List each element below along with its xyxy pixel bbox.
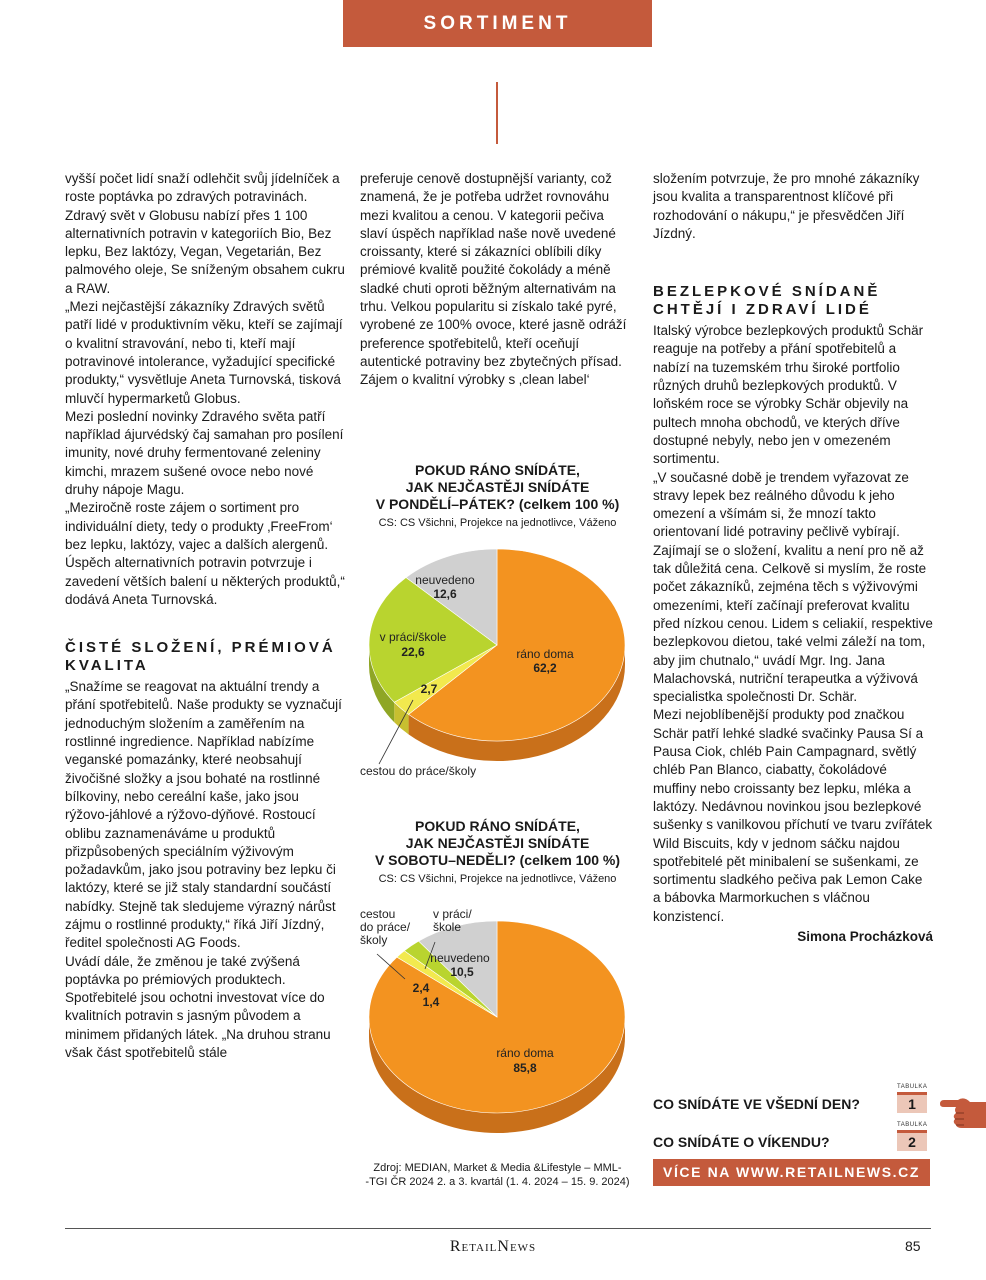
section-tab: SORTIMENT: [343, 0, 652, 47]
pie-category-label: škole: [433, 920, 462, 934]
more-info-link[interactable]: VÍCE NA WWW.RETAILNEWS.CZ: [653, 1159, 930, 1186]
pie-category-label: ráno doma: [496, 1046, 554, 1060]
table-label: TABULKA: [897, 1084, 928, 1090]
pie-chart-weekday: [355, 540, 640, 790]
pointing-hand-icon: [940, 1092, 986, 1134]
page-number: 85: [905, 1238, 921, 1254]
table-ref-question: CO SNÍDÁTE O VÍKENDU?: [653, 1134, 830, 1150]
paragraph: složením potvrzuje, že pro mnohé zákazníky jsou kvalita a transparentnost klíčové při rozhodování o nákupu,“ je přesvědčen Jiří Jízdný.: [653, 171, 920, 241]
chart-note: CS: CS Všichni, Projekce na jednotlivce, Váženo: [378, 517, 617, 529]
chart-1-header: [355, 462, 640, 529]
pie-value-label: 12,6: [433, 587, 457, 601]
pie-value-label: 85,8: [513, 1061, 537, 1075]
paragraph: Mezi nejoblíbenější produkty pod značkou Schär patří lehké sladké svačinky Pausa Sí a Pausa Ciok, chléb Pain Campagnard, světlý chléb Pan Blanco, ciabatty, čokoládové muffiny nebo croissanty bez lepku, mléka a laktózy. Nedávnou novinkou jsou bezlepkové sušenky s vanilkovou příchutí ve tvaru zvířátek Wild Biscuits, kdy v jednom sáčku najdou spotřebitelé pět minibalení se sušenkami, ze sortimentu sladkého pečiva pak Lemon Cake a bábovka Marmorkuchen s vláčnou konzistencí.: [653, 707, 933, 924]
paragraph: „V současné době je trendem vyřazovat ze stravy lepek bez reálného důvodu k jeho omezení a všímám si, že mnozí takto orientovaní lidé potraviny pečlivě vybírají. Zajímají se o složení, kvalitu a není pro ně až tak důležitá cena. Celkově si myslím, že roste počet zákazníků, zejména těch s výživovými omezeními, kteří začínají preferovat kvalitu před nízkou cenou. Lidem s celiakií, respektive bezlepkovou dietou, také velmi záleží na tom, aby jim chutnalo,“ uvádí Mgr. Ing. Jana Malachovská, nutriční terapeutka a výživová specialistka společnosti Dr. Schär.: [653, 469, 933, 705]
table-ref-1: [653, 1084, 933, 1116]
pie-value-label: 1,4: [422, 995, 440, 1009]
paragraph: Italský výrobce bezlepkových produktů Schär reaguje na potřeby a přání spotřebitelů a nabízí na tuzemském trhu široké portfolio různých druhů bezlepkových produktů. V loňském roce se výrobky Schär objevily na pultech mnoha obchodů, ve kterých dříve dostupné nebyly, nebo jen v omezeném sortimentu.: [653, 323, 924, 467]
subheading: BEZLEPKOVÉ SNÍDANĚ CHTĚJÍ I ZDRAVÍ LIDÉ: [653, 283, 881, 319]
paragraph: Uvádí dále, že změnou je také zvýšená poptávka po prémiových produktech. Spotřebitelé jsou ochotni investovat více do kvalitních potravin s jasným původem a minimem přidaných látek. „Na druhou stranu však část spotřebitelů stále: [65, 953, 331, 1061]
article-column-3: [653, 170, 933, 946]
chart-note: CS: CS Všichni, Projekce na jednotlivce, Váženo: [378, 873, 617, 885]
table-ref-question: CO SNÍDÁTE VE VŠEDNÍ DEN?: [653, 1096, 860, 1112]
decorative-divider: [496, 82, 498, 144]
paragraph: vyšší počet lidí snaží odlehčit svůj jídelníček a roste poptávka po zdravých potravinách. Zdravý svět v Globusu nabízí přes 1 100 alternativních potravin v kategoriích Bio, Bez lepku, Bez laktózy, Vegan, Vegetarián, Bez palmového oleje, Se sníženým obsahem cukru a RAW.: [65, 171, 345, 296]
pie-category-label: do práce/: [360, 920, 411, 934]
pie-category-label: cestou do práce/školy: [360, 764, 477, 778]
pie-category-label: v práci/: [433, 907, 472, 921]
article-column-1: [65, 170, 345, 1062]
pie-category-label: neuvedeno: [415, 573, 475, 587]
publication-logo: RetailNews: [449, 1238, 537, 1255]
pie-value-label: 10,5: [450, 965, 474, 979]
article-column-2: [360, 170, 630, 390]
pie-category-label: ráno doma: [516, 647, 574, 661]
table-number: 2: [897, 1130, 927, 1151]
pie-value-label: 2,7: [420, 682, 438, 696]
chart-title: POKUD RÁNO SNÍDÁTE, JAK NEJČASTĚJI SNÍDÁTE V PONDĚLÍ–PÁTEK? (celkem 100 %): [375, 462, 620, 512]
pie-category-label: v práci/škole: [379, 630, 447, 644]
paragraph: „Meziročně roste zájem o sortiment pro individuální diety, tedy o produkty ‚FreeFrom‘ bez lepku, laktózy, vajec a dalších alergenů. Úspěch alternativních potravin potvrzuje i zavedení větších balení u některých produktů,“ dodává Aneta Turnovská.: [65, 500, 345, 607]
pie-category-label: neuvedeno: [430, 951, 490, 965]
table-label: TABULKA: [897, 1122, 928, 1128]
chart-2-header: [355, 818, 640, 885]
chart-source: Zdroj: MEDIAN, Market & Media &Lifestyle – MML- -TGI ČR 2024 2. a 3. kvartál (1. 4. 2024 – 15. 9. 2024): [365, 1162, 630, 1188]
table-number: 1: [897, 1092, 927, 1113]
pie-chart-weekend: [355, 902, 640, 1152]
pie-value-label: 62,2: [533, 661, 557, 675]
subheading: ČISTÉ SLOŽENÍ, PRÉMIOVÁ KVALITA: [65, 639, 336, 675]
table-ref-2: [653, 1122, 933, 1154]
pie-value-label: 2,4: [412, 981, 430, 995]
footer-divider: [65, 1228, 931, 1229]
paragraph: Mezi poslední novinky Zdravého světa patří například ájurvédský čaj samahan pro posílení imunity, nové druhy fermentované zeleniny kimchi, mrazem sušené ovoce nebo nové druhy nápoje Magu.: [65, 408, 344, 498]
paragraph: „Mezi nejčastější zákazníky Zdravých světů patří lidé v produktivním věku, kteří se zajímají o kvalitní stravování, nebo ti, kteří mají potravinové intolerance, vyžadující specifické produkty,“ vysvětluje Aneta Turnovská, tisková mluvčí hypermarketů Globus.: [65, 299, 343, 406]
author-name: Simona Procházková: [797, 928, 933, 944]
paragraph: „Snažíme se reagovat na aktuální trendy a přání spotřebitelů. Naše produkty se vyznačují jednoduchým složením a zaměřením na rostlinné ingredience. Například nabízíme veganské pomazánky, které neobsahují živočišné složky a jsou bohaté na rostlinné bílkoviny, nebo cereální kaše, jako jsou rýžovo-jáhlové a rýžovo-dýňové. Rostoucí oblibu zaznamenáváme u produktů přizpůsobených speciálním výživovým požadavkům, jako jsou potraviny bez lepku či laktózy, které se již staly standardní součástí nabídky. Stejně tak sledujeme výrazný nárůst zájmu o rostlinné produkty,“ říká Jiří Jízdný, ředitel společnosti AG Foods.: [65, 679, 342, 951]
pie-category-label: školy: [360, 933, 388, 947]
chart-title: POKUD RÁNO SNÍDÁTE, JAK NEJČASTĚJI SNÍDÁTE V SOBOTU–NEDĚLI? (celkem 100 %): [374, 818, 621, 868]
pie-category-label: cestou: [360, 907, 396, 921]
pie-value-label: 22,6: [401, 645, 425, 659]
paragraph: preferuje cenově dostupnější varianty, což znamená, že je potřeba udržet rovnováhu mezi kvalitou a cenou. V kategorii pečiva slaví úspěch například naše nově uvedené croissanty, které si zákazníci oblíbili díky prémiové kvalitě použité čokolády a méně sladké chuti oproti běžným alternativám na trhu. Velkou popularitu si získalo také pyré, vyrobené ze 100% ovoce, které jasně odráží preference spotřebitelů, kteří oceňují autentické potraviny bez zbytečných přísad. Zájem o kvalitní výrobky s ‚clean label‘: [360, 171, 627, 388]
